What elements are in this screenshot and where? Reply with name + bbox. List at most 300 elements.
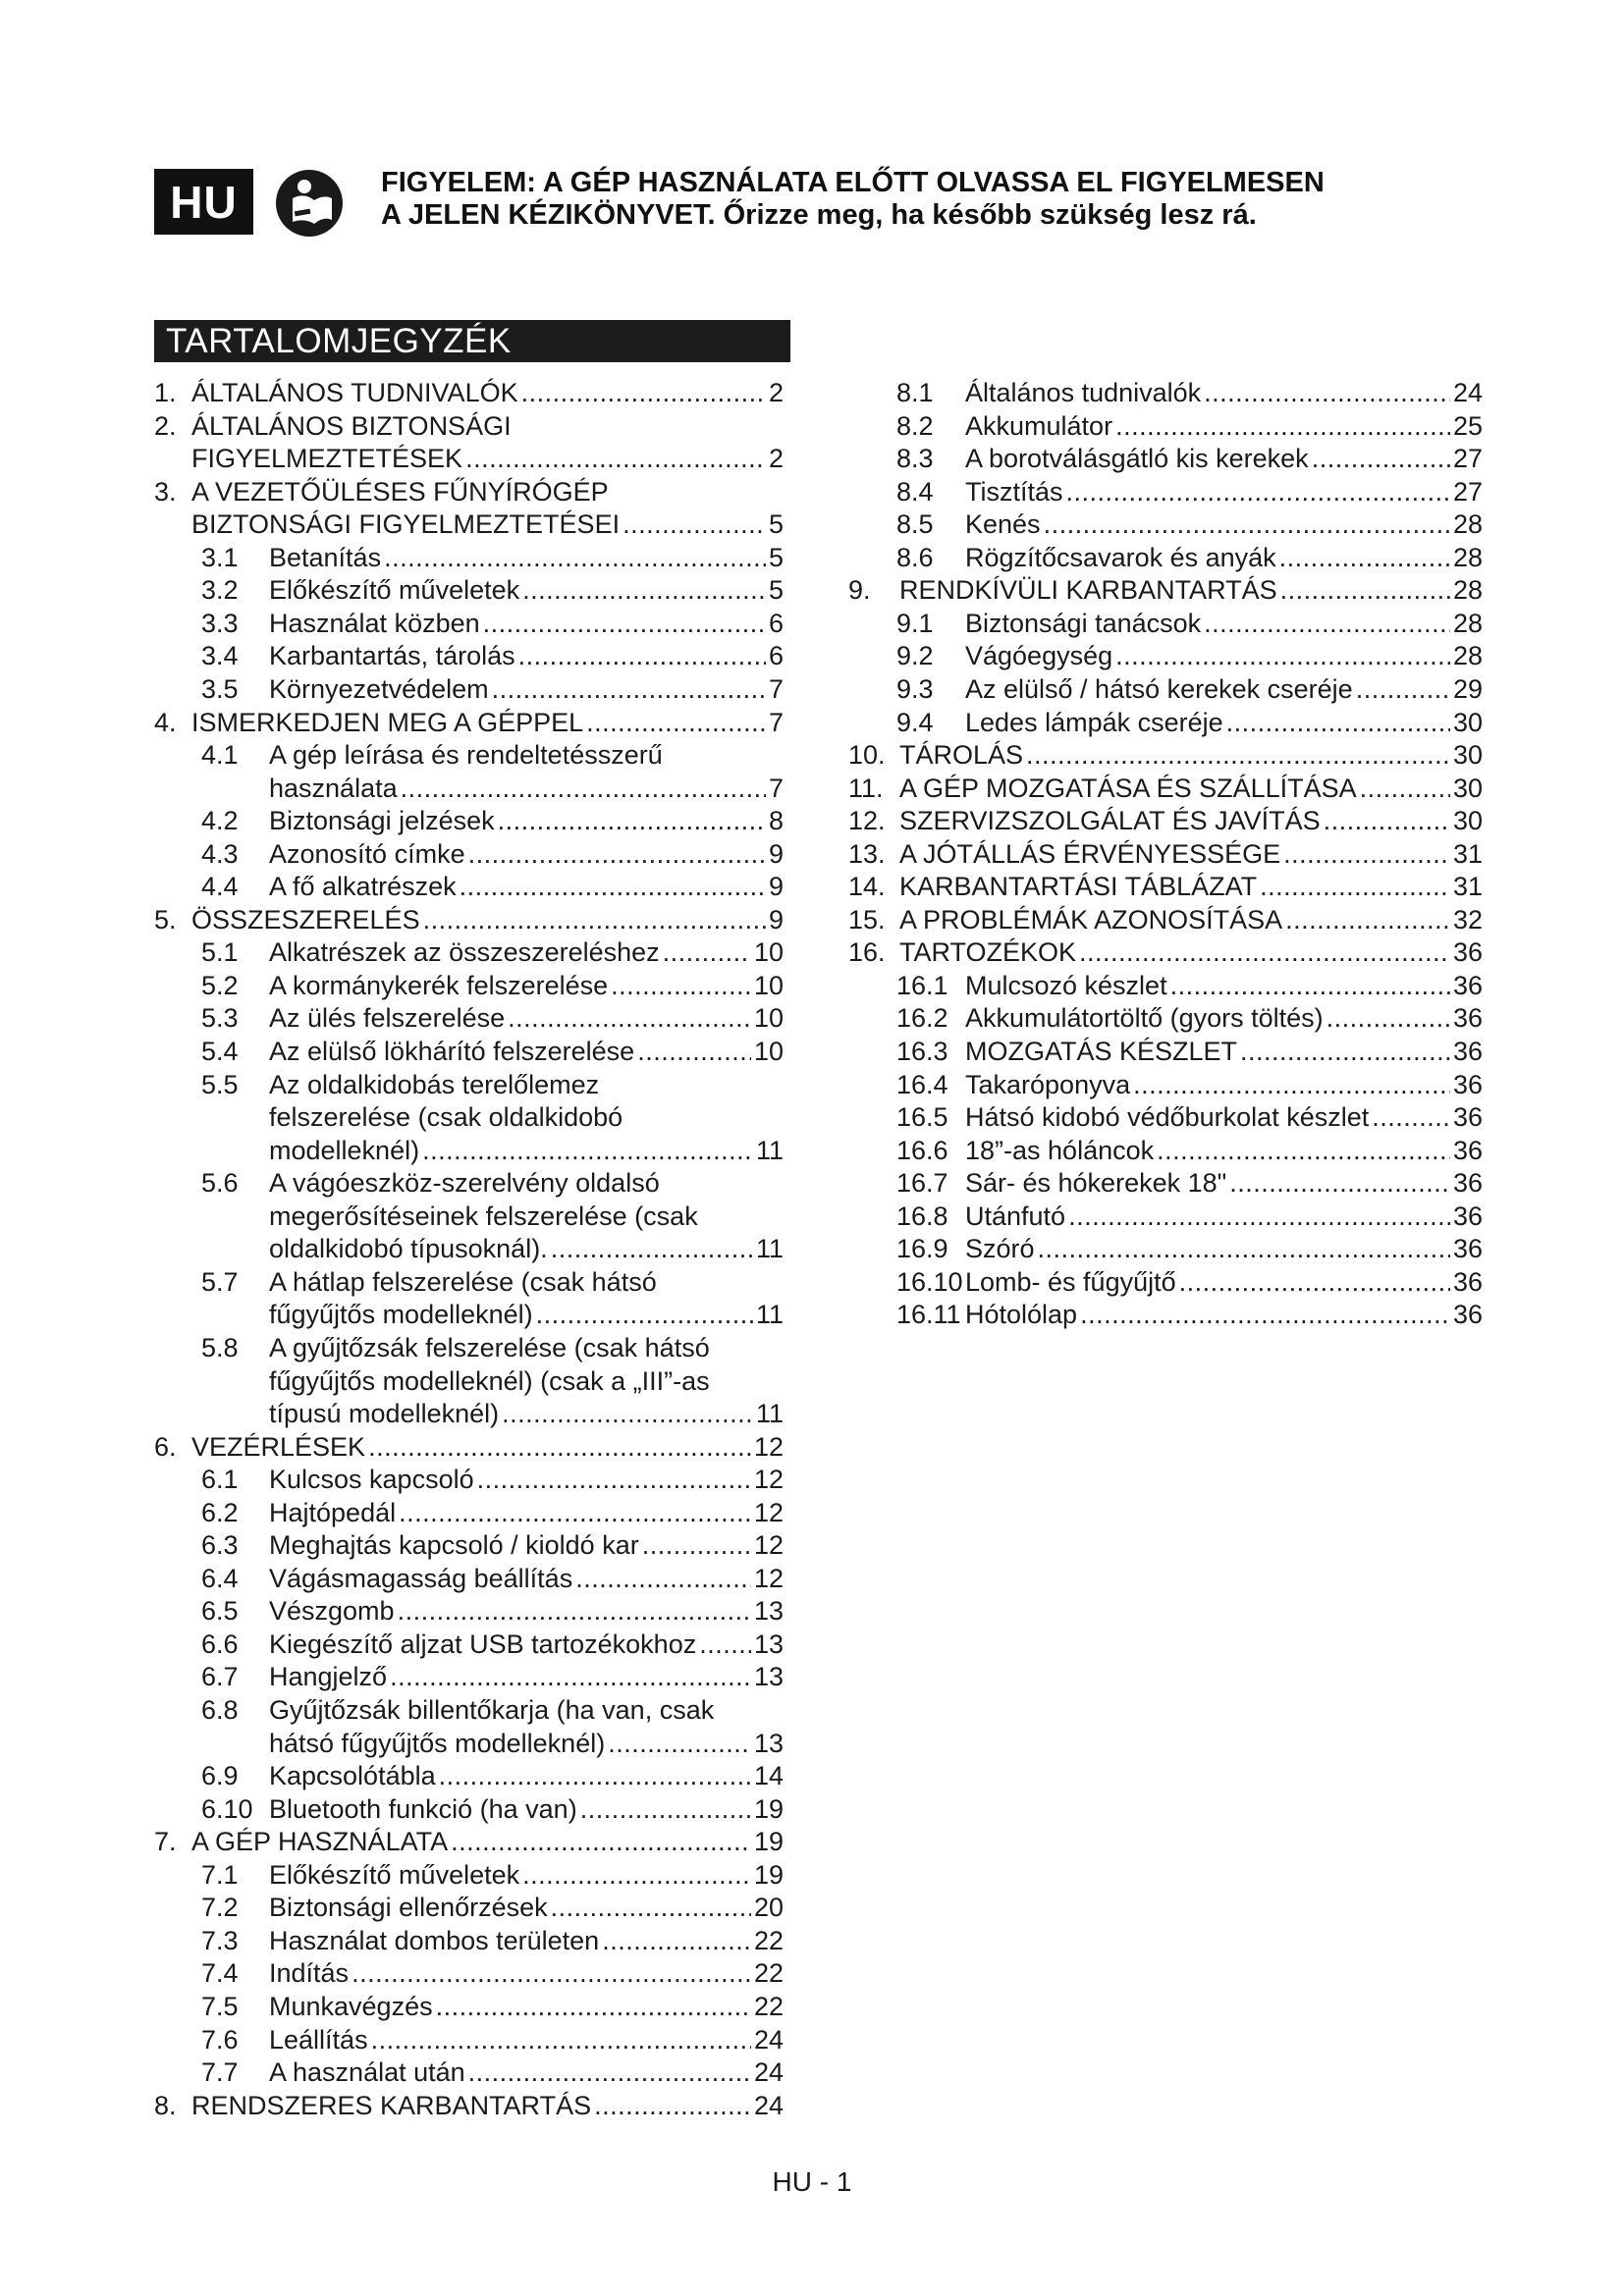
toc-entry-number: 16.11 bbox=[896, 1300, 961, 1330]
toc-entry-label: ISMERKEDJEN MEG A GÉPPEL bbox=[191, 707, 584, 737]
toc-entry-number: 16.7 bbox=[896, 1168, 948, 1199]
toc-entry-label: Rögzítőcsavarok és anyák bbox=[965, 542, 1276, 572]
toc-entry-label: Előkészítő műveletek bbox=[269, 575, 520, 606]
toc-entry-page: 11 bbox=[755, 1399, 784, 1429]
toc-entry bbox=[0, 1332, 1624, 1364]
toc-entry bbox=[0, 1069, 1624, 1101]
toc-entry-label: Biztonsági jelzések bbox=[269, 806, 495, 836]
toc-entry-page: 24 bbox=[753, 2024, 784, 2055]
toc-entry bbox=[0, 1529, 1624, 1562]
toc-entry-page: 31 bbox=[1452, 838, 1483, 869]
toc-entry-label: Azonosító címke bbox=[269, 838, 465, 869]
toc-entry-page: 28 bbox=[1452, 608, 1483, 638]
toc-entry-label: Meghajtás kapcsoló / kioldó kar bbox=[269, 1530, 639, 1561]
toc-entry-page: 12 bbox=[753, 1497, 784, 1527]
toc-entry-label: felszerelése (csak oldalkidobó bbox=[269, 1102, 623, 1133]
toc-entry-number: 6.5 bbox=[201, 1596, 239, 1627]
toc-entry-number: 1. bbox=[154, 378, 177, 407]
toc-entry bbox=[0, 1002, 1624, 1035]
toc-entry-page: 10 bbox=[753, 937, 784, 968]
toc-entry-number: 16.6 bbox=[896, 1135, 948, 1165]
toc-entry-label: RENDKÍVÜLI KARBANTARTÁS bbox=[899, 575, 1277, 606]
toc-entry-page: 5 bbox=[768, 575, 784, 606]
toc-entry-page: 9 bbox=[768, 838, 784, 869]
toc-entry-page: 6 bbox=[768, 641, 784, 671]
toc-entry-page: 24 bbox=[753, 2057, 784, 2088]
toc-entry bbox=[0, 871, 1624, 903]
toc-entry-label: Kenés bbox=[965, 509, 1041, 540]
toc-entry-leader bbox=[699, 1629, 751, 1661]
toc-entry-number: 7.6 bbox=[201, 2024, 239, 2055]
toc-entry-label: Karbantartás, tárolás bbox=[269, 641, 515, 671]
toc-entry-page: 12 bbox=[753, 1563, 784, 1593]
toc-entry bbox=[0, 936, 1624, 969]
toc-entry bbox=[0, 640, 1624, 672]
toc-entry-page: 13 bbox=[753, 1662, 784, 1692]
toc-entry-label: Hangjelző bbox=[269, 1662, 388, 1692]
toc-entry-leader bbox=[1079, 936, 1450, 969]
toc-entry bbox=[0, 1629, 1624, 1661]
toc-entry-number: 7.2 bbox=[201, 1893, 239, 1923]
toc-entry-page: 30 bbox=[1452, 707, 1483, 737]
toc-entry bbox=[0, 377, 1624, 409]
toc-entry-number: 8.5 bbox=[896, 509, 934, 540]
toc-entry-leader bbox=[436, 1991, 751, 2023]
toc-entry-number: 3.2 bbox=[201, 575, 239, 606]
toc-entry-number: 16.9 bbox=[896, 1234, 948, 1264]
toc-entry-number: 3. bbox=[154, 476, 177, 507]
toc-entry-label: Biztonsági ellenőrzések bbox=[269, 1893, 548, 1923]
toc-entry-number: 3.5 bbox=[201, 673, 239, 704]
toc-entry-page: 36 bbox=[1452, 1168, 1483, 1199]
toc-entry-label: típusú modelleknél) bbox=[269, 1399, 500, 1429]
toc-entry-number: 6.4 bbox=[201, 1563, 239, 1593]
toc-entry-page: 28 bbox=[1452, 641, 1483, 671]
toc-entry-leader bbox=[1157, 1135, 1450, 1167]
toc-entry bbox=[0, 838, 1624, 871]
toc-entry-leader bbox=[477, 1464, 751, 1496]
toc-entry-number: 8.4 bbox=[896, 476, 934, 507]
toc-entry-label: Használat közben bbox=[269, 608, 480, 638]
toc-entry-leader bbox=[608, 1728, 751, 1760]
toc-entry-page: 13 bbox=[753, 1728, 784, 1758]
toc-entry-label: SZERVIZSZOLGÁLAT ÉS JAVÍTÁS bbox=[899, 806, 1321, 836]
toc-entry-number: 5.3 bbox=[201, 1003, 239, 1034]
toc-entry-number: 16.3 bbox=[896, 1037, 948, 1066]
toc-title: TARTALOMJEGYZÉK bbox=[154, 320, 790, 362]
toc-entry-label: A kormánykerék felszerelése bbox=[269, 970, 609, 1000]
toc-entry-number: 6.10 bbox=[201, 1793, 253, 1824]
toc-entry bbox=[0, 1957, 1624, 1990]
toc-entry-page: 22 bbox=[753, 1991, 784, 2021]
toc-entry-label: Sár- és hókerekek 18" bbox=[965, 1168, 1227, 1199]
toc-entry-label: TARTOZÉKOK bbox=[899, 937, 1077, 968]
toc-entry-number: 16.5 bbox=[896, 1102, 948, 1133]
toc-entry-number: 7.4 bbox=[201, 1958, 239, 1989]
toc-entry-number: 7.1 bbox=[201, 1859, 239, 1890]
toc-entry-page: 12 bbox=[753, 1431, 784, 1462]
toc-entry-leader bbox=[1170, 970, 1450, 1002]
toc-entry-number: 7.3 bbox=[201, 1925, 239, 1955]
toc-entry-page: 5 bbox=[768, 509, 784, 540]
toc-entry-label: Hajtópedál bbox=[269, 1497, 397, 1527]
toc-entry-label: A JÓTÁLLÁS ÉRVÉNYESSÉGE bbox=[899, 838, 1281, 869]
toc-entry-number: 5.6 bbox=[201, 1168, 239, 1199]
toc-entry-label: A gyűjtőzsák felszerelése (csak hátsó bbox=[269, 1332, 710, 1362]
toc-entry-leader bbox=[1240, 1036, 1450, 1068]
toc-entry-page: 30 bbox=[1452, 806, 1483, 836]
toc-entry-label: Hótolólap bbox=[965, 1300, 1078, 1330]
toc-entry-leader bbox=[1115, 640, 1450, 672]
toc-entry-leader bbox=[502, 1398, 753, 1430]
toc-entry bbox=[0, 739, 1624, 772]
toc-entry-label: A VEZETŐÜLÉSES FŰNYÍRÓGÉP bbox=[191, 476, 609, 507]
toc-entry bbox=[0, 1398, 1624, 1430]
toc-entry-leader bbox=[390, 1661, 751, 1693]
toc-entry-leader bbox=[368, 1431, 751, 1464]
toc-entry-label: A borotválásgátló kis kerekek bbox=[965, 444, 1309, 474]
toc-entry-label: Az oldalkidobás terelőlemez bbox=[269, 1069, 600, 1099]
toc-entry-page: 30 bbox=[1452, 773, 1483, 803]
toc-entry-page: 36 bbox=[1452, 1300, 1483, 1330]
toc-entry-page: 7 bbox=[768, 707, 784, 737]
toc-entry-number: 16.8 bbox=[896, 1201, 948, 1231]
toc-entry bbox=[0, 1892, 1624, 1924]
toc-entry-page: 30 bbox=[1452, 740, 1483, 771]
toc-entry-leader bbox=[1280, 574, 1450, 607]
toc-entry-number: 8.3 bbox=[896, 444, 934, 474]
toc-entry-number: 5.7 bbox=[201, 1266, 239, 1297]
toc-entry-label: Betanítás bbox=[269, 542, 382, 572]
toc-entry-label: Mulcsozó készlet bbox=[965, 970, 1167, 1000]
toc-entry-leader bbox=[1038, 1233, 1450, 1265]
toc-entry-label: Használat dombos területen bbox=[269, 1925, 600, 1955]
page-number: HU - 1 bbox=[772, 2166, 852, 2197]
toc-entry-number: 6.1 bbox=[201, 1465, 239, 1495]
toc-entry-label: A fő alkatrészek bbox=[269, 872, 457, 902]
toc-entry bbox=[0, 673, 1624, 706]
toc-entry-number: 8.6 bbox=[896, 542, 934, 572]
language-badge: HU bbox=[154, 169, 253, 235]
toc-entry-label: Akkumulátor bbox=[965, 410, 1113, 441]
toc-entry-page: 10 bbox=[753, 970, 784, 1000]
toc-entry-number: 10. bbox=[848, 740, 886, 771]
toc-entry-number: 9.2 bbox=[896, 641, 934, 671]
toc-entry-label: ÖSSZESZERELÉS bbox=[191, 904, 420, 934]
toc-entry-page: 8 bbox=[768, 806, 784, 836]
toc-entry-label: Lomb- és fűgyűjtő bbox=[965, 1266, 1176, 1297]
toc-entry bbox=[0, 1299, 1624, 1331]
toc-entry-label: Biztonsági tanácsok bbox=[965, 608, 1202, 638]
toc-entry-label: Gyűjtőzsák billentőkarja (ha van, csak bbox=[269, 1695, 715, 1725]
toc-entry-label: Vágóegység bbox=[965, 641, 1113, 671]
toc-entry bbox=[0, 1661, 1624, 1693]
toc-entry-page: 25 bbox=[1452, 410, 1483, 441]
toc-entry-label: FIGYELMEZTETÉSEK bbox=[191, 444, 463, 474]
toc-entry-label: Leállítás bbox=[269, 2024, 368, 2055]
toc-entry-number: 13. bbox=[848, 838, 886, 869]
toc-entry bbox=[0, 805, 1624, 837]
toc-entry bbox=[0, 1760, 1624, 1792]
toc-entry-number: 8. bbox=[154, 2090, 177, 2120]
toc-entry bbox=[0, 1793, 1624, 1826]
toc-entry-label: Kulcsos kapcsoló bbox=[269, 1465, 474, 1495]
toc-entry-page: 36 bbox=[1452, 937, 1483, 968]
toc-entry-number: 4.4 bbox=[201, 872, 239, 902]
toc-entry-label: Általános tudnivalók bbox=[965, 378, 1202, 407]
toc-entry-leader bbox=[398, 1595, 751, 1628]
toc-entry-number: 5.5 bbox=[201, 1069, 239, 1099]
toc-entry-leader bbox=[1360, 773, 1450, 805]
toc-entry-label: ÁLTALÁNOS TUDNIVALÓK bbox=[191, 378, 518, 407]
toc-entry-label: Indítás bbox=[269, 1958, 350, 1989]
toc-entry-page: 2 bbox=[768, 444, 784, 474]
toc-entry-page: 31 bbox=[1452, 872, 1483, 902]
toc-entry-page: 36 bbox=[1452, 1201, 1483, 1231]
toc-entry-page: 13 bbox=[753, 1596, 784, 1627]
toc-entry-page: 24 bbox=[753, 2090, 784, 2120]
toc-entry bbox=[0, 1201, 1624, 1233]
toc-entry bbox=[0, 2090, 1624, 2122]
toc-entry-leader bbox=[1044, 508, 1450, 541]
toc-entry bbox=[0, 542, 1624, 574]
toc-entry-page: 22 bbox=[753, 1925, 784, 1955]
toc-entry-page: 13 bbox=[753, 1629, 784, 1659]
toc-entry-number: 3.1 bbox=[201, 542, 239, 572]
toc-entry-label: Vágásmagasság beállítás bbox=[269, 1563, 573, 1593]
toc-entry-number: 6.7 bbox=[201, 1662, 239, 1692]
toc-entry-label: RENDSZERES KARBANTARTÁS bbox=[191, 2090, 592, 2120]
toc-entry-label: Utánfutó bbox=[965, 1201, 1066, 1231]
toc-entry-page: 36 bbox=[1452, 1069, 1483, 1099]
toc-entry-page: 27 bbox=[1452, 476, 1483, 507]
toc-entry-label: modelleknél) bbox=[269, 1135, 420, 1165]
toc-entry-page: 36 bbox=[1452, 1037, 1483, 1066]
toc-entry-leader bbox=[1326, 1002, 1450, 1035]
toc-entry bbox=[0, 1694, 1624, 1727]
toc-entry-page: 27 bbox=[1452, 444, 1483, 474]
toc-entry-number: 7.7 bbox=[201, 2057, 239, 2088]
toc-entry-number: 6.2 bbox=[201, 1497, 239, 1527]
toc-entry-page: 28 bbox=[1452, 575, 1483, 606]
toc-entry bbox=[0, 970, 1624, 1002]
toc-entry-label: BIZTONSÁGI FIGYELMEZTETÉSEI bbox=[191, 509, 621, 540]
toc-entry-page: 36 bbox=[1452, 1003, 1483, 1034]
toc-entry-label: Munkavégzés bbox=[269, 1991, 433, 2021]
toc-entry-number: 6.8 bbox=[201, 1695, 239, 1725]
toc-entry bbox=[0, 707, 1624, 739]
toc-entry-number: 11. bbox=[848, 773, 884, 803]
toc-entry-label: TÁROLÁS bbox=[899, 740, 1024, 771]
toc-entry-leader bbox=[575, 1563, 751, 1595]
toc-entry bbox=[0, 1233, 1624, 1265]
toc-entry-page: 12 bbox=[753, 1465, 784, 1495]
toc-entry-label: megerősítéseinek felszerelése (csak bbox=[269, 1201, 698, 1231]
toc-entry-page: 12 bbox=[753, 1530, 784, 1561]
toc-entry-leader bbox=[1356, 673, 1450, 706]
toc-entry-label: Az elülső / hátsó kerekek cseréje bbox=[965, 673, 1353, 704]
toc-entry-label: Takaróponyva bbox=[965, 1069, 1131, 1099]
toc-entry-page: 11 bbox=[755, 1300, 784, 1330]
toc-entry-page: 36 bbox=[1452, 1234, 1483, 1264]
toc-entry-label: Vészgomb bbox=[269, 1596, 395, 1627]
toc-entry-number: 7. bbox=[154, 1827, 177, 1857]
toc-entry-leader bbox=[1283, 838, 1450, 871]
toc-entry-label: Alkatrészek az összeszereléshez bbox=[269, 937, 660, 968]
toc-entry-page: 9 bbox=[768, 872, 784, 902]
toc-entry-leader bbox=[439, 1760, 751, 1792]
toc-entry-label: fűgyűjtős modelleknél) bbox=[269, 1300, 533, 1330]
toc-entry-leader bbox=[1260, 871, 1450, 903]
toc-entry-leader bbox=[1026, 739, 1450, 772]
toc-entry-leader bbox=[1068, 1201, 1450, 1233]
toc-entry-number: 3.3 bbox=[201, 608, 239, 638]
toc-entry bbox=[0, 2056, 1624, 2089]
toc-entry-number: 6.6 bbox=[201, 1629, 239, 1659]
toc-entry-label: A GÉP HASZNÁLATA bbox=[191, 1827, 449, 1857]
toc-entry-page: 19 bbox=[753, 1793, 784, 1824]
toc-entry bbox=[0, 1464, 1624, 1496]
toc-entry bbox=[0, 1826, 1624, 1858]
toc-entry-label: A vágóeszköz-szerelvény oldalsó bbox=[269, 1168, 660, 1199]
toc-entry-label: Bluetooth funkció (ha van) bbox=[269, 1793, 577, 1824]
toc-entry-leader bbox=[1279, 542, 1450, 574]
toc-entry bbox=[0, 1728, 1624, 1760]
toc-entry-label: KARBANTARTÁSI TÁBLÁZAT bbox=[899, 872, 1258, 902]
toc-entry-number: 9. bbox=[848, 575, 871, 606]
toc-entry-label: Kiegészítő aljzat USB tartozékokhoz bbox=[269, 1629, 697, 1659]
toc-entry-number: 4. bbox=[154, 707, 177, 737]
toc-entry-number: 5.2 bbox=[201, 970, 239, 1000]
toc-entry-label: Az elülső lökhárító felszerelése bbox=[269, 1037, 635, 1066]
toc-entry-leader bbox=[468, 2056, 751, 2089]
toc-entry-leader bbox=[1229, 1167, 1450, 1200]
toc-entry-label: Szóró bbox=[965, 1234, 1035, 1264]
toc-entry-page: 36 bbox=[1452, 1266, 1483, 1297]
toc-entry-page: 29 bbox=[1452, 673, 1483, 704]
toc-entry-leader bbox=[602, 1925, 751, 1957]
toc-entry-number: 16. bbox=[848, 937, 886, 968]
toc-entry-leader bbox=[1115, 410, 1450, 443]
toc-entry-leader bbox=[1226, 707, 1450, 739]
toc-entry-page: 9 bbox=[768, 904, 784, 934]
toc-entry-leader bbox=[371, 2024, 751, 2056]
toc-entry-label: Akkumulátortöltő (gyors töltés) bbox=[965, 1003, 1324, 1034]
toc-entry-number: 16.4 bbox=[896, 1069, 948, 1099]
toc-entry-leader bbox=[594, 2090, 751, 2122]
toc-entry-leader bbox=[1204, 608, 1450, 640]
toc-entry bbox=[0, 1365, 1624, 1398]
toc-entry-number: 5.4 bbox=[201, 1037, 239, 1066]
toc-entry-number: 4.2 bbox=[201, 806, 239, 836]
toc-entry-page: 36 bbox=[1452, 970, 1483, 1000]
toc-entry-number: 9.1 bbox=[896, 608, 934, 638]
safety-warning bbox=[381, 167, 1325, 232]
toc-entry bbox=[0, 1595, 1624, 1628]
toc-entry-leader bbox=[1080, 1299, 1450, 1331]
toc-entry-page: 36 bbox=[1452, 1135, 1483, 1165]
toc-entry-page: 7 bbox=[768, 773, 784, 803]
toc-entry-number: 5. bbox=[154, 904, 177, 934]
toc-entry-label: A használat után bbox=[269, 2057, 465, 2088]
toc-entry-number: 16.2 bbox=[896, 1003, 948, 1034]
toc-entry-page: 10 bbox=[753, 1003, 784, 1034]
toc-entry bbox=[0, 476, 1624, 508]
toc-entry-label: oldalkidobó típusoknál). bbox=[269, 1234, 548, 1264]
toc-entry bbox=[0, 1431, 1624, 1464]
toc-entry-label: Kapcsolótábla bbox=[269, 1761, 436, 1791]
toc-entry bbox=[0, 2024, 1624, 2056]
toc-entry-number: 15. bbox=[848, 904, 886, 934]
toc-entry bbox=[0, 1266, 1624, 1299]
toc-entry-page: 14 bbox=[753, 1761, 784, 1791]
toc-entry bbox=[0, 904, 1624, 936]
toc-entry-label: Ledes lámpák cseréje bbox=[965, 707, 1223, 737]
toc-entry-number: 5.8 bbox=[201, 1332, 239, 1362]
toc-entry bbox=[0, 1991, 1624, 2023]
warning-line-1: FIGYELEM: A GÉP HASZNÁLATA ELŐTT OLVASSA EL FIGYELMESEN bbox=[381, 167, 1325, 198]
toc-entry-label: Hátsó kidobó védőburkolat készlet bbox=[965, 1102, 1370, 1133]
toc-entry-page: 11 bbox=[755, 1234, 784, 1264]
toc-entry-number: 6.9 bbox=[201, 1761, 239, 1791]
toc-entry-number: 7.5 bbox=[201, 1991, 239, 2021]
toc-entry-leader bbox=[580, 1793, 751, 1826]
toc-entry-label: A hátlap felszerelése (csak hátsó bbox=[269, 1266, 657, 1297]
toc-entry-number: 2. bbox=[154, 410, 177, 441]
toc-entry-leader bbox=[1066, 476, 1450, 508]
toc-entry-leader bbox=[551, 1892, 751, 1924]
toc-entry-number: 5.1 bbox=[201, 937, 239, 968]
toc-entry-page: 6 bbox=[768, 608, 784, 638]
toc-entry-leader bbox=[451, 1826, 751, 1858]
toc-entry bbox=[0, 1167, 1624, 1200]
toc-entry-number: 16.1 bbox=[896, 970, 948, 1000]
toc-entry-label: használata bbox=[269, 773, 398, 803]
toc-entry bbox=[0, 1101, 1624, 1134]
toc-entry bbox=[0, 1036, 1624, 1068]
toc-entry-label: A PROBLÉMÁK AZONOSÍTÁSA bbox=[899, 904, 1283, 934]
toc-entry-leader bbox=[1204, 377, 1450, 409]
toc-entry bbox=[0, 410, 1624, 443]
toc-entry-number: 3.4 bbox=[201, 641, 239, 671]
toc-entry-page: 28 bbox=[1452, 509, 1483, 540]
toc-entry bbox=[0, 1497, 1624, 1529]
toc-entry-number: 6. bbox=[154, 1431, 177, 1462]
toc-entry-number: 12. bbox=[848, 806, 886, 836]
toc-entry-label: A GÉP MOZGATÁSA ÉS SZÁLLÍTÁSA bbox=[899, 773, 1357, 803]
toc-entry-number: 16.10 bbox=[896, 1266, 963, 1297]
toc-entry-page: 22 bbox=[753, 1958, 784, 1989]
toc-entry-leader bbox=[522, 1859, 751, 1892]
toc-entry bbox=[0, 1135, 1624, 1167]
toc-entry-page: 7 bbox=[768, 673, 784, 704]
toc-entry-leader bbox=[1285, 904, 1450, 936]
toc-entry-number: 14. bbox=[848, 872, 886, 902]
toc-entry-page: 19 bbox=[753, 1859, 784, 1890]
toc-entry-number: 8.2 bbox=[896, 410, 934, 441]
toc-entry-page: 24 bbox=[1452, 378, 1483, 407]
toc-entry bbox=[0, 508, 1624, 541]
toc-entry-page: 2 bbox=[768, 378, 784, 407]
toc-entry-label: Környezetvédelem bbox=[269, 673, 489, 704]
toc-entry-number: 9.4 bbox=[896, 707, 934, 737]
toc-entry-leader bbox=[1312, 443, 1450, 475]
toc-entry-label: Előkészítő műveletek bbox=[269, 1859, 520, 1890]
toc-entry-label: Tisztítás bbox=[965, 476, 1063, 507]
toc-entry-label: A gép leírása és rendeltetésszerű bbox=[269, 740, 663, 771]
toc-entry-page: 20 bbox=[753, 1893, 784, 1923]
read-manual-icon bbox=[275, 169, 344, 238]
